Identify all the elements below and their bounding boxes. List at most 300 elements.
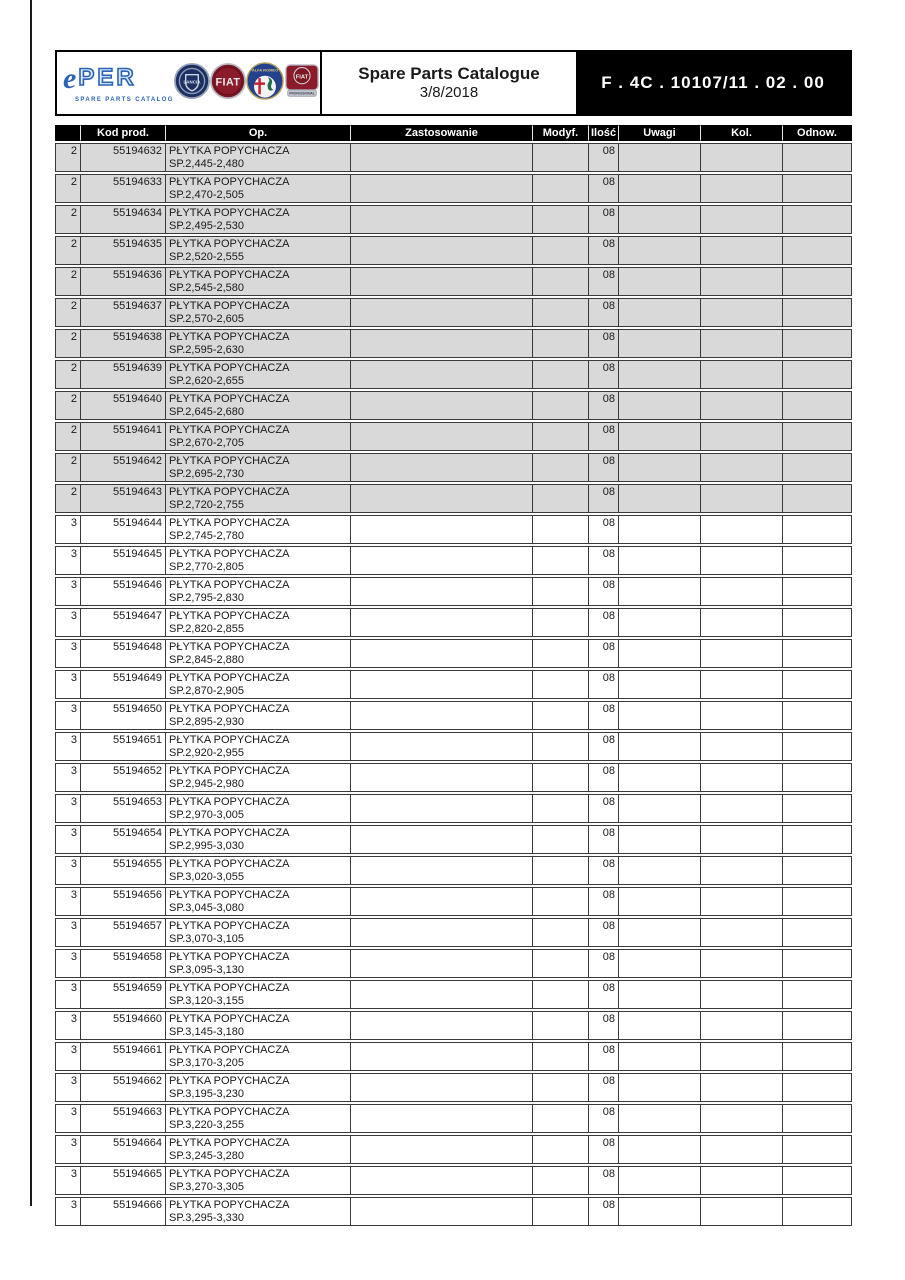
ilosc-cell: 08 <box>588 794 618 823</box>
modyf-cell <box>532 329 588 358</box>
kol-cell <box>700 1042 782 1071</box>
part-name: PŁYTKA POPYCHACZA <box>169 1075 290 1087</box>
op-cell <box>165 918 350 947</box>
op-cell <box>165 422 350 451</box>
row-number-cell: 3 <box>55 577 80 606</box>
table-row <box>55 422 852 451</box>
kol-cell <box>700 1166 782 1195</box>
part-size-range: SP.3,295-3,330 <box>169 1211 245 1224</box>
row-number-cell: 3 <box>55 980 80 1009</box>
odnow-cell <box>782 1042 852 1071</box>
table-row <box>55 1166 852 1195</box>
op-cell <box>165 1197 350 1226</box>
part-name: PŁYTKA POPYCHACZA <box>169 455 290 467</box>
row-number-cell: 2 <box>55 422 80 451</box>
uwagi-cell <box>618 763 700 792</box>
column-header-blank <box>55 125 80 141</box>
part-name: PŁYTKA POPYCHACZA <box>169 765 290 777</box>
uwagi-cell <box>618 422 700 451</box>
part-size-range: SP.2,770-2,805 <box>169 560 245 573</box>
table-row <box>55 1104 852 1133</box>
uwagi-cell <box>618 608 700 637</box>
table-row <box>55 918 852 947</box>
table-row <box>55 608 852 637</box>
odnow-cell <box>782 484 852 513</box>
part-name: PŁYTKA POPYCHACZA <box>169 362 290 374</box>
svg-text:FIAT: FIAT <box>215 76 241 88</box>
odnow-cell <box>782 794 852 823</box>
odnow-cell <box>782 298 852 327</box>
product-code-cell: 55194639 <box>80 360 165 389</box>
row-number-cell: 2 <box>55 205 80 234</box>
modyf-cell <box>532 1197 588 1226</box>
op-cell <box>165 329 350 358</box>
op-cell <box>165 825 350 854</box>
ilosc-cell: 08 <box>588 1197 618 1226</box>
ilosc-cell: 08 <box>588 453 618 482</box>
catalogue-title-block <box>320 52 576 114</box>
part-name: PŁYTKA POPYCHACZA <box>169 982 290 994</box>
zastosowanie-cell <box>350 1135 532 1164</box>
zastosowanie-cell <box>350 670 532 699</box>
part-name: PŁYTKA POPYCHACZA <box>169 238 290 250</box>
odnow-cell <box>782 1197 852 1226</box>
table-row <box>55 732 852 761</box>
odnow-cell <box>782 949 852 978</box>
part-name: PŁYTKA POPYCHACZA <box>169 331 290 343</box>
uwagi-cell <box>618 825 700 854</box>
kol-cell <box>700 484 782 513</box>
eper-logo-per: PER <box>78 63 137 91</box>
table-row <box>55 577 852 606</box>
kol-cell <box>700 360 782 389</box>
fiat-professional-logo-icon <box>284 64 320 103</box>
odnow-cell <box>782 360 852 389</box>
svg-text:ALFA ROMEO: ALFA ROMEO <box>251 67 278 72</box>
odnow-cell <box>782 639 852 668</box>
eper-logo <box>63 61 174 103</box>
product-code-cell: 55194664 <box>80 1135 165 1164</box>
op-cell <box>165 1042 350 1071</box>
ilosc-cell: 08 <box>588 484 618 513</box>
eper-logo-text <box>63 61 174 95</box>
kol-cell <box>700 1197 782 1226</box>
row-number-cell: 2 <box>55 360 80 389</box>
catalogue-title: Spare Parts Catalogue <box>358 64 540 83</box>
part-size-range: SP.2,870-2,905 <box>169 684 245 697</box>
odnow-cell <box>782 856 852 885</box>
table-row <box>55 515 852 544</box>
part-name: PŁYTKA POPYCHACZA <box>169 517 290 529</box>
op-cell <box>165 391 350 420</box>
zastosowanie-cell <box>350 484 532 513</box>
part-name: PŁYTKA POPYCHACZA <box>169 734 290 746</box>
row-number-cell: 3 <box>55 1104 80 1133</box>
op-cell <box>165 360 350 389</box>
product-code-cell: 55194634 <box>80 205 165 234</box>
row-number-cell: 3 <box>55 918 80 947</box>
uwagi-cell <box>618 174 700 203</box>
part-size-range: SP.3,020-3,055 <box>169 870 245 883</box>
odnow-cell <box>782 1166 852 1195</box>
uwagi-cell <box>618 360 700 389</box>
odnow-cell <box>782 732 852 761</box>
zastosowanie-cell <box>350 577 532 606</box>
kol-cell <box>700 825 782 854</box>
uwagi-cell <box>618 949 700 978</box>
zastosowanie-cell <box>350 546 532 575</box>
uwagi-cell <box>618 1011 700 1040</box>
zastosowanie-cell <box>350 1042 532 1071</box>
table-row <box>55 236 852 265</box>
kol-cell <box>700 670 782 699</box>
modyf-cell <box>532 763 588 792</box>
op-cell <box>165 980 350 1009</box>
product-code-cell: 55194645 <box>80 546 165 575</box>
part-size-range: SP.2,920-2,955 <box>169 746 245 759</box>
column-header-Kod prod.: Kod prod. <box>80 125 165 141</box>
modyf-cell <box>532 546 588 575</box>
zastosowanie-cell <box>350 174 532 203</box>
zastosowanie-cell <box>350 329 532 358</box>
uwagi-cell <box>618 236 700 265</box>
ilosc-cell: 08 <box>588 577 618 606</box>
kol-cell <box>700 205 782 234</box>
kol-cell <box>700 1135 782 1164</box>
zastosowanie-cell <box>350 205 532 234</box>
svg-text:FIAT: FIAT <box>295 73 309 80</box>
kol-cell <box>700 701 782 730</box>
product-code-cell: 55194651 <box>80 732 165 761</box>
ilosc-cell: 08 <box>588 267 618 296</box>
odnow-cell <box>782 174 852 203</box>
ilosc-cell: 08 <box>588 732 618 761</box>
part-size-range: SP.3,145-3,180 <box>169 1025 245 1038</box>
uwagi-cell <box>618 887 700 916</box>
zastosowanie-cell <box>350 1166 532 1195</box>
table-row <box>55 1197 852 1226</box>
zastosowanie-cell <box>350 267 532 296</box>
zastosowanie-cell <box>350 1197 532 1226</box>
uwagi-cell <box>618 1166 700 1195</box>
odnow-cell <box>782 1135 852 1164</box>
uwagi-cell <box>618 701 700 730</box>
kol-cell <box>700 918 782 947</box>
odnow-cell <box>782 577 852 606</box>
op-cell <box>165 546 350 575</box>
ilosc-cell: 08 <box>588 1166 618 1195</box>
zastosowanie-cell <box>350 639 532 668</box>
op-cell <box>165 887 350 916</box>
kol-cell <box>700 453 782 482</box>
odnow-cell <box>782 1073 852 1102</box>
modyf-cell <box>532 515 588 544</box>
odnow-cell <box>782 546 852 575</box>
part-name: PŁYTKA POPYCHACZA <box>169 858 290 870</box>
table-row <box>55 453 852 482</box>
part-size-range: SP.2,545-2,580 <box>169 281 245 294</box>
zastosowanie-cell <box>350 1011 532 1040</box>
odnow-cell <box>782 236 852 265</box>
modyf-cell <box>532 143 588 172</box>
row-number-cell: 2 <box>55 484 80 513</box>
op-cell <box>165 639 350 668</box>
ilosc-cell: 08 <box>588 639 618 668</box>
product-code-cell: 55194665 <box>80 1166 165 1195</box>
product-code-cell: 55194655 <box>80 856 165 885</box>
row-number-cell: 2 <box>55 298 80 327</box>
kol-cell <box>700 391 782 420</box>
modyf-cell <box>532 267 588 296</box>
part-size-range: SP.2,820-2,855 <box>169 622 245 635</box>
ilosc-cell: 08 <box>588 608 618 637</box>
odnow-cell <box>782 701 852 730</box>
op-cell <box>165 453 350 482</box>
row-number-cell: 3 <box>55 546 80 575</box>
odnow-cell <box>782 453 852 482</box>
document-header <box>55 50 852 116</box>
kol-cell <box>700 515 782 544</box>
op-cell <box>165 701 350 730</box>
part-name: PŁYTKA POPYCHACZA <box>169 1199 290 1211</box>
row-number-cell: 3 <box>55 1073 80 1102</box>
table-row <box>55 1135 852 1164</box>
part-name: PŁYTKA POPYCHACZA <box>169 207 290 219</box>
table-row <box>55 143 852 172</box>
modyf-cell <box>532 608 588 637</box>
row-number-cell: 3 <box>55 825 80 854</box>
product-code-cell: 55194652 <box>80 763 165 792</box>
op-cell <box>165 1135 350 1164</box>
zastosowanie-cell <box>350 360 532 389</box>
op-cell <box>165 856 350 885</box>
column-header-Op.: Op. <box>165 125 350 141</box>
modyf-cell <box>532 1073 588 1102</box>
zastosowanie-cell <box>350 236 532 265</box>
ilosc-cell: 08 <box>588 856 618 885</box>
uwagi-cell <box>618 298 700 327</box>
zastosowanie-cell <box>350 1073 532 1102</box>
part-name: PŁYTKA POPYCHACZA <box>169 269 290 281</box>
op-cell <box>165 236 350 265</box>
product-code-cell: 55194661 <box>80 1042 165 1071</box>
table-row <box>55 701 852 730</box>
table-row <box>55 360 852 389</box>
drawing-code-badge: F . 4C . 10107/11 . 02 . 00 <box>576 52 850 114</box>
uwagi-cell <box>618 484 700 513</box>
odnow-cell <box>782 918 852 947</box>
modyf-cell <box>532 391 588 420</box>
modyf-cell <box>532 701 588 730</box>
odnow-cell <box>782 825 852 854</box>
part-name: PŁYTKA POPYCHACZA <box>169 796 290 808</box>
part-name: PŁYTKA POPYCHACZA <box>169 486 290 498</box>
uwagi-cell <box>618 205 700 234</box>
product-code-cell: 55194653 <box>80 794 165 823</box>
zastosowanie-cell <box>350 856 532 885</box>
kol-cell <box>700 143 782 172</box>
table-row <box>55 484 852 513</box>
part-name: PŁYTKA POPYCHACZA <box>169 579 290 591</box>
kol-cell <box>700 1011 782 1040</box>
zastosowanie-cell <box>350 980 532 1009</box>
column-header-Modyf.: Modyf. <box>532 125 588 141</box>
op-cell <box>165 1073 350 1102</box>
zastosowanie-cell <box>350 1104 532 1133</box>
ilosc-cell: 08 <box>588 422 618 451</box>
uwagi-cell <box>618 856 700 885</box>
row-number-cell: 3 <box>55 670 80 699</box>
row-number-cell: 3 <box>55 701 80 730</box>
lancia-logo-icon <box>174 63 210 104</box>
row-number-cell: 2 <box>55 143 80 172</box>
part-name: PŁYTKA POPYCHACZA <box>169 548 290 560</box>
part-size-range: SP.2,970-3,005 <box>169 808 245 821</box>
product-code-cell: 55194650 <box>80 701 165 730</box>
part-size-range: SP.3,220-3,255 <box>169 1118 245 1131</box>
modyf-cell <box>532 453 588 482</box>
modyf-cell <box>532 1135 588 1164</box>
brand-logos-bar <box>57 52 320 114</box>
product-code-cell: 55194648 <box>80 639 165 668</box>
uwagi-cell <box>618 143 700 172</box>
ilosc-cell: 08 <box>588 887 618 916</box>
ilosc-cell: 08 <box>588 763 618 792</box>
modyf-cell <box>532 856 588 885</box>
kol-cell <box>700 174 782 203</box>
op-cell <box>165 515 350 544</box>
uwagi-cell <box>618 546 700 575</box>
kol-cell <box>700 298 782 327</box>
odnow-cell <box>782 267 852 296</box>
product-code-cell: 55194647 <box>80 608 165 637</box>
row-number-cell: 3 <box>55 608 80 637</box>
table-row <box>55 980 852 1009</box>
kol-cell <box>700 639 782 668</box>
zastosowanie-cell <box>350 949 532 978</box>
row-number-cell: 2 <box>55 267 80 296</box>
part-size-range: SP.2,895-2,930 <box>169 715 245 728</box>
zastosowanie-cell <box>350 298 532 327</box>
row-number-cell: 3 <box>55 856 80 885</box>
product-code-cell: 55194633 <box>80 174 165 203</box>
part-name: PŁYTKA POPYCHACZA <box>169 1106 290 1118</box>
part-size-range: SP.2,520-2,555 <box>169 250 245 263</box>
ilosc-cell: 08 <box>588 1011 618 1040</box>
odnow-cell <box>782 1104 852 1133</box>
table-row <box>55 267 852 296</box>
op-cell <box>165 794 350 823</box>
product-code-cell: 55194640 <box>80 391 165 420</box>
uwagi-cell <box>618 453 700 482</box>
modyf-cell <box>532 298 588 327</box>
product-code-cell: 55194666 <box>80 1197 165 1226</box>
svg-text:LANCIA: LANCIA <box>183 78 201 84</box>
part-size-range: SP.2,945-2,980 <box>169 777 245 790</box>
op-cell <box>165 949 350 978</box>
row-number-cell: 3 <box>55 887 80 916</box>
odnow-cell <box>782 980 852 1009</box>
part-name: PŁYTKA POPYCHACZA <box>169 300 290 312</box>
part-name: PŁYTKA POPYCHACZA <box>169 176 290 188</box>
product-code-cell: 55194658 <box>80 949 165 978</box>
eper-logo-subtitle: SPARE PARTS CATALOG <box>75 96 174 103</box>
parts-table-body <box>55 143 852 1226</box>
part-size-range: SP.3,095-3,130 <box>169 963 245 976</box>
page-left-margin-line <box>30 0 32 1206</box>
ilosc-cell: 08 <box>588 1073 618 1102</box>
catalogue-date: 3/8/2018 <box>419 84 479 102</box>
part-size-range: SP.2,695-2,730 <box>169 467 245 480</box>
part-size-range: SP.2,495-2,530 <box>169 219 245 232</box>
part-size-range: SP.3,045-3,080 <box>169 901 245 914</box>
table-row <box>55 1073 852 1102</box>
ilosc-cell: 08 <box>588 949 618 978</box>
modyf-cell <box>532 639 588 668</box>
kol-cell <box>700 329 782 358</box>
product-code-cell: 55194643 <box>80 484 165 513</box>
odnow-cell <box>782 763 852 792</box>
modyf-cell <box>532 980 588 1009</box>
alfa-romeo-logo-icon <box>246 62 284 105</box>
modyf-cell <box>532 825 588 854</box>
ilosc-cell: 08 <box>588 515 618 544</box>
part-name: PŁYTKA POPYCHACZA <box>169 610 290 622</box>
eper-logo-e: e <box>63 61 77 95</box>
table-row <box>55 205 852 234</box>
column-header-Zastosowanie: Zastosowanie <box>350 125 532 141</box>
ilosc-cell: 08 <box>588 174 618 203</box>
uwagi-cell <box>618 1104 700 1133</box>
kol-cell <box>700 763 782 792</box>
uwagi-cell <box>618 732 700 761</box>
op-cell <box>165 484 350 513</box>
kol-cell <box>700 887 782 916</box>
ilosc-cell: 08 <box>588 360 618 389</box>
kol-cell <box>700 577 782 606</box>
modyf-cell <box>532 1166 588 1195</box>
row-number-cell: 3 <box>55 639 80 668</box>
op-cell <box>165 732 350 761</box>
part-size-range: SP.3,245-3,280 <box>169 1149 245 1162</box>
uwagi-cell <box>618 980 700 1009</box>
part-size-range: SP.2,595-2,630 <box>169 343 245 356</box>
uwagi-cell <box>618 577 700 606</box>
uwagi-cell <box>618 329 700 358</box>
column-header-Kol.: Kol. <box>700 125 782 141</box>
part-size-range: SP.2,645-2,680 <box>169 405 245 418</box>
op-cell <box>165 608 350 637</box>
table-row <box>55 856 852 885</box>
op-cell <box>165 1011 350 1040</box>
column-header-Odnow.: Odnow. <box>782 125 852 141</box>
uwagi-cell <box>618 515 700 544</box>
row-number-cell: 3 <box>55 1042 80 1071</box>
modyf-cell <box>532 360 588 389</box>
odnow-cell <box>782 205 852 234</box>
op-cell <box>165 577 350 606</box>
table-row <box>55 639 852 668</box>
kol-cell <box>700 794 782 823</box>
part-name: PŁYTKA POPYCHACZA <box>169 424 290 436</box>
product-code-cell: 55194659 <box>80 980 165 1009</box>
table-row <box>55 670 852 699</box>
modyf-cell <box>532 670 588 699</box>
column-header-Uwagi: Uwagi <box>618 125 700 141</box>
ilosc-cell: 08 <box>588 980 618 1009</box>
part-name: PŁYTKA POPYCHACZA <box>169 703 290 715</box>
table-row <box>55 763 852 792</box>
